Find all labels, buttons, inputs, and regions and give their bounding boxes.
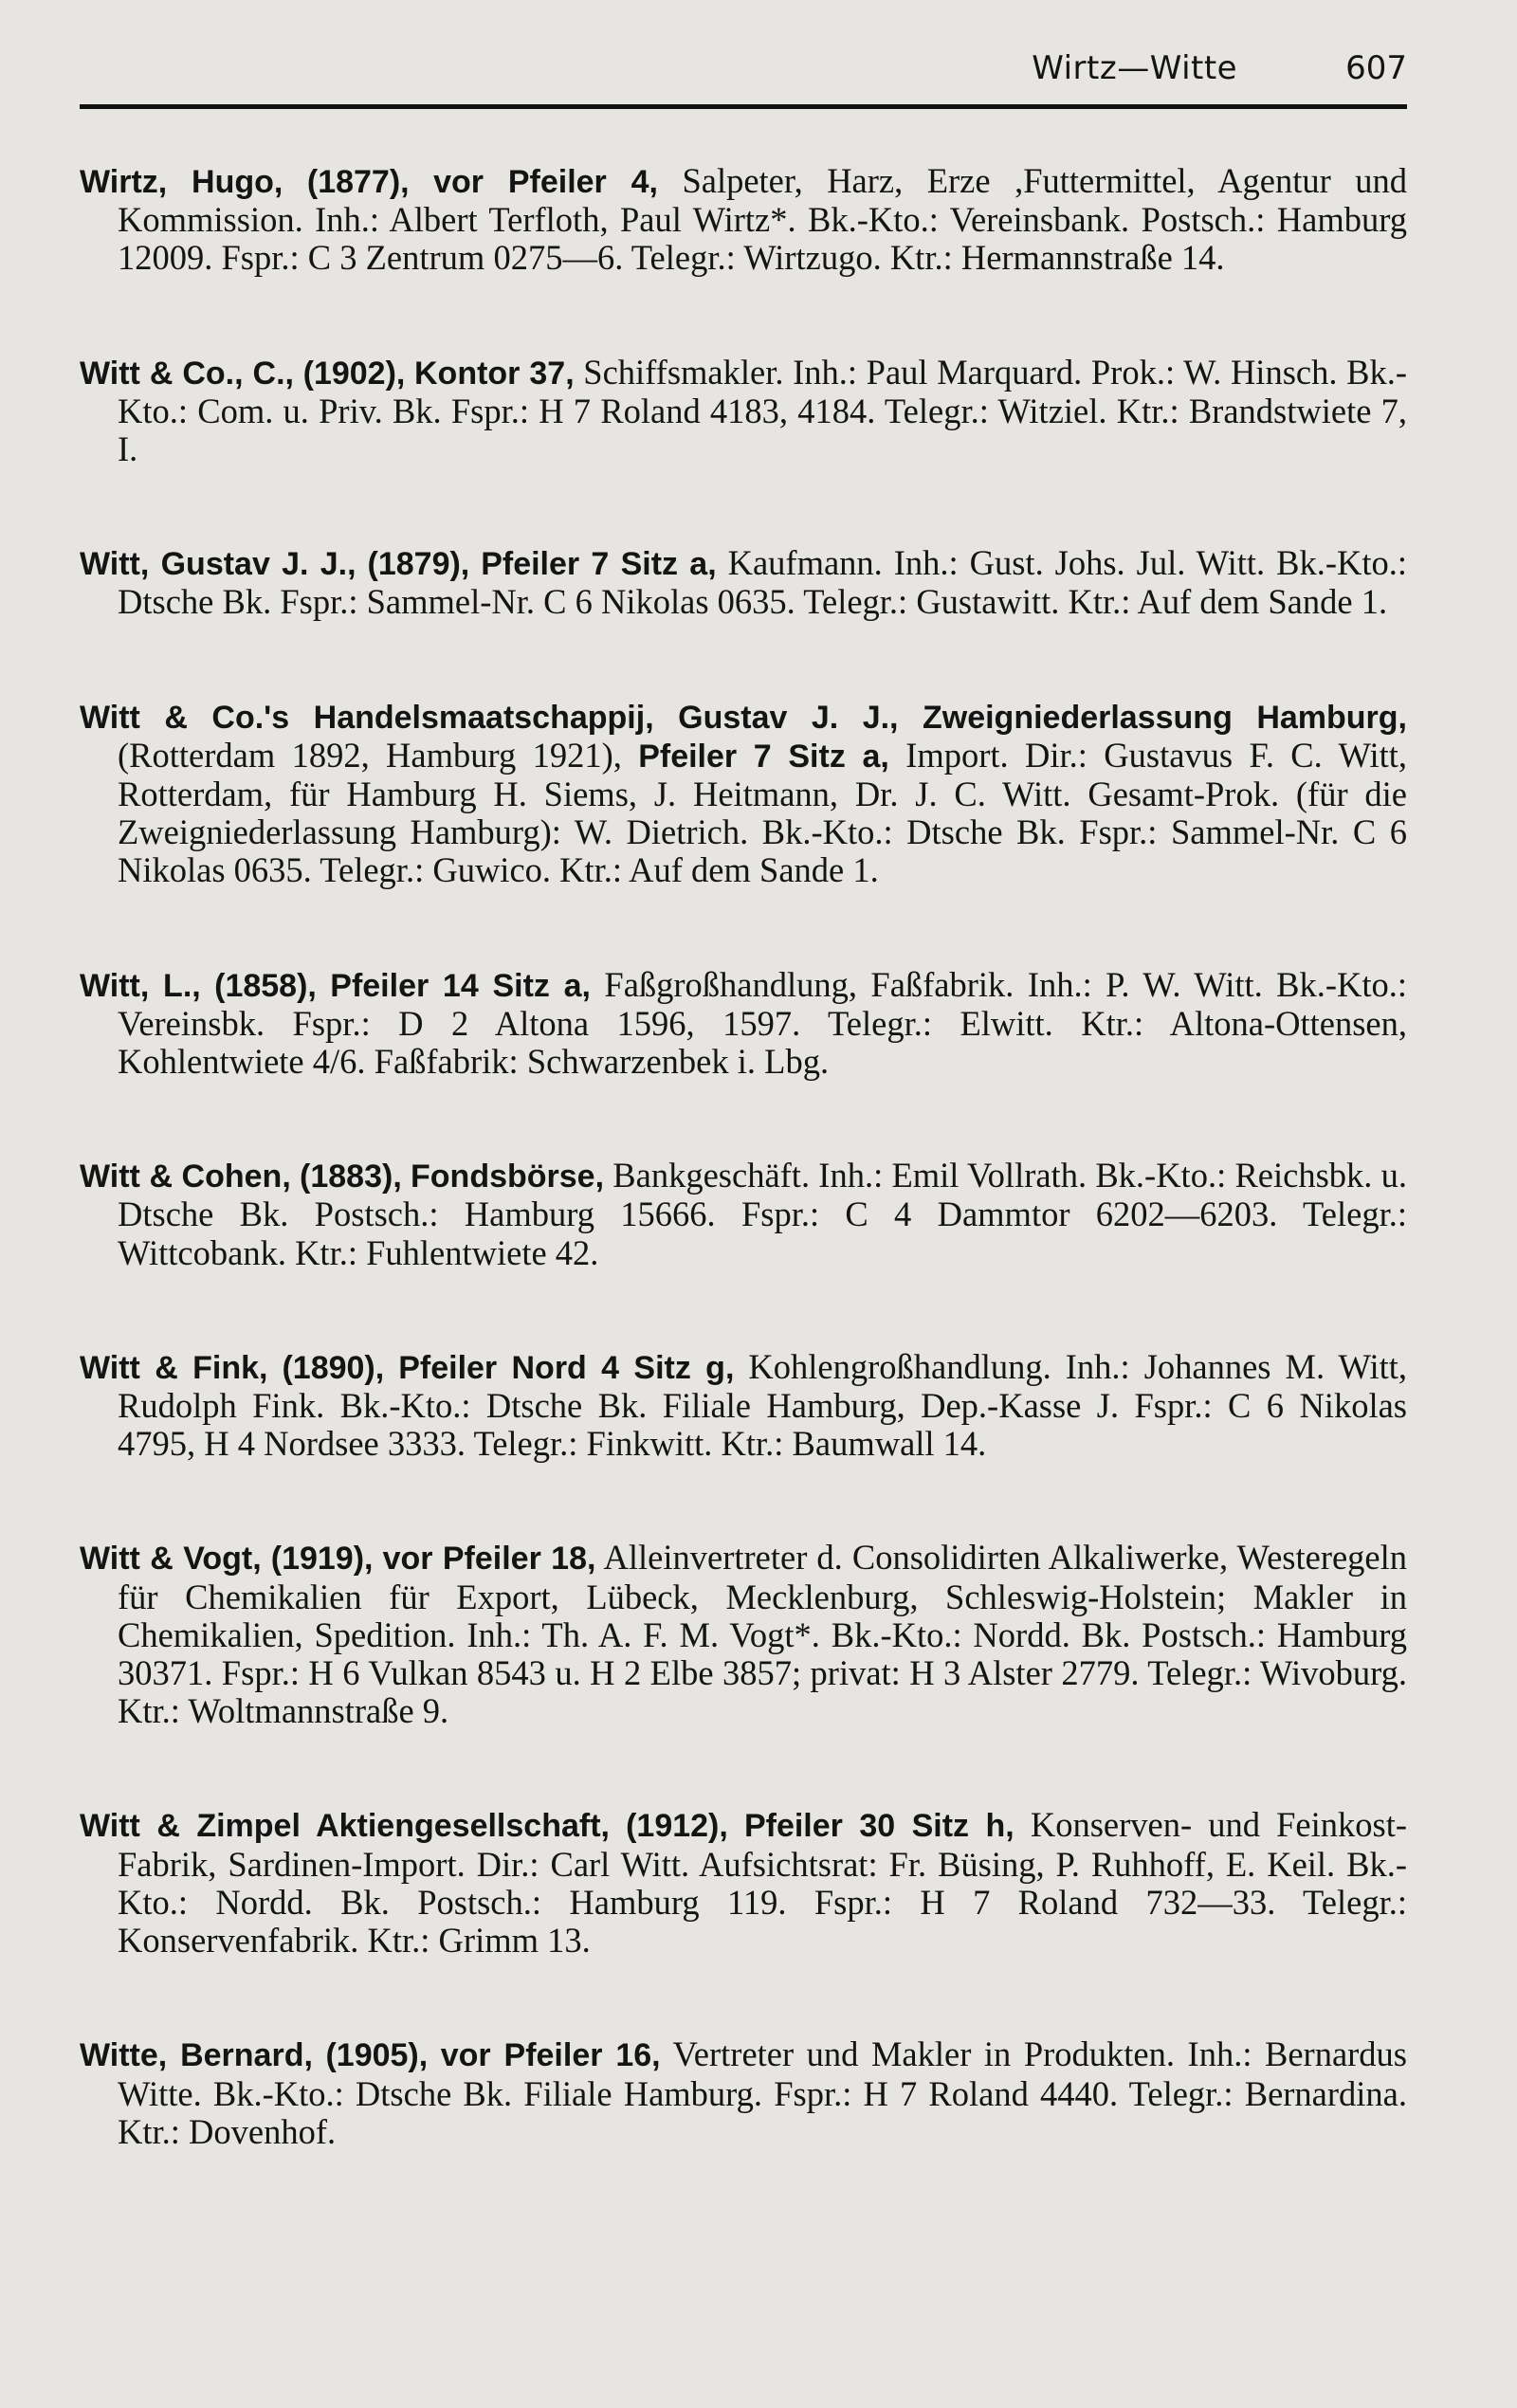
entry-location: Pfeiler 7 Sitz a, (638, 738, 889, 775)
entry-year: (1902), (302, 355, 406, 392)
header-rule (80, 104, 1407, 109)
entry-year: (Rotterdam 1892, Hamburg 1921), (118, 735, 622, 775)
entry-name: Wirtz, Hugo, (80, 164, 283, 200)
entry-year: (1912), (626, 1808, 728, 1845)
entry-location: Kontor 37, (414, 355, 575, 392)
entry-year: (1905), (325, 2037, 429, 2074)
entry-year: (1890), (282, 1349, 385, 1386)
entry-wirtz-hugo (80, 162, 1407, 278)
entry-body: Kaufmann. Inh.: Gust. Johs. Jul. Witt. Bk.-Kto.: Dtsche Bk. Fspr.: Sammel-Nr. C 6 Nikolas 0635. Telegr.: Gustawitt. Ktr.: Auf dem Sande 1. (118, 543, 1408, 622)
entry-location: vor Pfeiler 16, (440, 2037, 661, 2074)
entry-year: (1879), (367, 546, 470, 583)
entry-location: Pfeiler 14 Sitz a, (330, 967, 591, 1004)
entry-location: Pfeiler 30 Sitz h, (743, 1808, 1014, 1845)
entry-body: Faßgroßhandlung, Faßfabrik. Inh.: P. W. Witt. Bk.-Kto.: Vereinsbk. Fspr.: D 2 Altona 1596, 1597. Telegr.: Elwitt. Ktr.: Altona-Ottensen, Kohlentwiete 4/6. Faßfabrik: Schwarzenbek i. Lbg. (118, 964, 1408, 1082)
entry-name: Witt, L., (80, 967, 201, 1004)
entry-location: vor Pfeiler 4, (433, 164, 658, 200)
entry-year: (1858), (214, 967, 317, 1004)
entry-body: Schiffsmakler. Inh.: Paul Marquard. Prok.: W. Hinsch. Bk.-Kto.: Com. u. Priv. Bk. Fspr.: H 7 Roland 4183, 4184. Telegr.: Witziel. Ktr.: Brandstwiete 7, I. (118, 352, 1407, 469)
entry-body: Bankgeschäft. Inh.: Emil Vollrath. Bk.-Kto.: Reichsbk. u. Dtsche Bk. Postsch.: Hamburg 15666. Fspr.: C 4 Dammtor 6202—6203. Telegr.: Wittcobank. Ktr.: Fuhlentwiete 42. (118, 1156, 1408, 1272)
entry-name: Witt & Cohen, (80, 1158, 291, 1195)
page-number: 607 (1345, 49, 1407, 87)
entry-year: (1877), (306, 164, 410, 200)
entry-witt-fink (80, 1348, 1407, 1464)
entry-body: Import. Dir.: Gustavus F. C. Witt, Rotterdam, für Hamburg H. Siems, J. Heitmann, Dr. J. C. Witt. Gesamt-Prok. (für die Zweigniederlassung Hamburg): W. Dietrich. Bk.-Kto.: Dtsche Bk. Fspr.: Sammel-Nr. C 6 Nikolas 0635. Telegr.: Guwico. Ktr.: Auf dem Sande 1. (118, 735, 1407, 890)
entry-witt-vogt (80, 1539, 1407, 1730)
entry-body: Salpeter, Harz, Erze ,Futtermittel, Agentur und Kommission. Inh.: Albert Terfloth, Paul Wirtz*. Bk.-Kto.: Vereinsbank. Postsch.: Hamburg 12009. Fspr.: C 3 Zentrum 0275—6. Telegr.: Wirtzugo. Ktr.: Hermannstraße 14. (118, 161, 1408, 278)
entry-location: Pfeiler 7 Sitz a, (481, 546, 717, 583)
entry-name: Witte, Bernard, (80, 2037, 313, 2074)
entry-witt-zimpel (80, 1806, 1407, 1960)
entry-body: Kohlengroßhandlung. Inh.: Johannes M. Witt, Rudolph Fink. Bk.-Kto.: Dtsche Bk. Filiale Hamburg, Dep.-Kasse J. Fspr.: C 6 Nikolas 4795, H 4 Nordsee 3333. Telegr.: Finkwitt. Ktr.: Baumwall 14. (118, 1346, 1407, 1464)
entry-witt-co-c (80, 354, 1407, 469)
entry-location: vor Pfeiler 18, (382, 1541, 596, 1578)
entry-name: Witt, Gustav J. J., (80, 546, 356, 583)
entry-location: Pfeiler Nord 4 Sitz g, (398, 1349, 735, 1386)
entry-witt-gustav (80, 544, 1407, 621)
entry-name: Witt & Co., C., (80, 355, 294, 392)
entry-year: (1919), (270, 1541, 374, 1578)
entry-list (80, 162, 1407, 2151)
entry-body: Konserven- und Feinkost-Fabrik, Sardinen-Import. Dir.: Carl Witt. Aufsichtsrat: Fr. Büsing, P. Ruhhoff, E. Keil. Bk.-Kto.: Nordd. Bk. Postsch.: Hamburg 119. Fspr.: H 7 Roland 732—33. Telegr.: Konservenfabrik. Ktr.: Grimm 13. (118, 1805, 1408, 1961)
running-title: Wirtz—Witte (1032, 49, 1238, 87)
entry-name: Witt & Vogt, (80, 1541, 262, 1578)
entry-witt-l (80, 966, 1407, 1082)
entry-year: (1883), (300, 1158, 402, 1195)
entry-name: Witt & Co.'s Handelsmaatschappij, Gustav J. J., Zweigniederlassung Hamburg, (80, 699, 1407, 736)
entry-name: Witt & Zimpel Aktiengesellschaft, (80, 1808, 610, 1845)
running-head (80, 38, 1407, 99)
entry-location: Fondsbörse, (411, 1158, 605, 1195)
entry-body: Alleinvertreter d. Consolidirten Alkaliwerke, Westeregeln für Chemikalien für Export, Lübeck, Mecklenburg, Schleswig-Holstein; Makler in Chemikalien, Spedition. Inh.: Th. A. F. M. Vogt*. Bk.-Kto.: Nordd. Bk. Postsch.: Hamburg 30371. Fspr.: H 6 Vulkan 8543 u. H 2 Elbe 3857; privat: H 3 Alster 2779. Telegr.: Wivoburg. Ktr.: Woltmannstraße 9. (118, 1538, 1408, 1731)
entry-name: Witt & Fink, (80, 1349, 268, 1386)
entry-witt-cohen (80, 1157, 1407, 1272)
entry-witt-handelsmaatschappij (80, 698, 1407, 890)
entry-body: Vertreter und Makler in Produkten. Inh.: Bernardus Witte. Bk.-Kto.: Dtsche Bk. Filiale Hamburg. Fspr.: H 7 Roland 4440. Telegr.: Bernardina. Ktr.: Dovenhof. (118, 2034, 1408, 2151)
entry-witte-bernard (80, 2035, 1407, 2151)
